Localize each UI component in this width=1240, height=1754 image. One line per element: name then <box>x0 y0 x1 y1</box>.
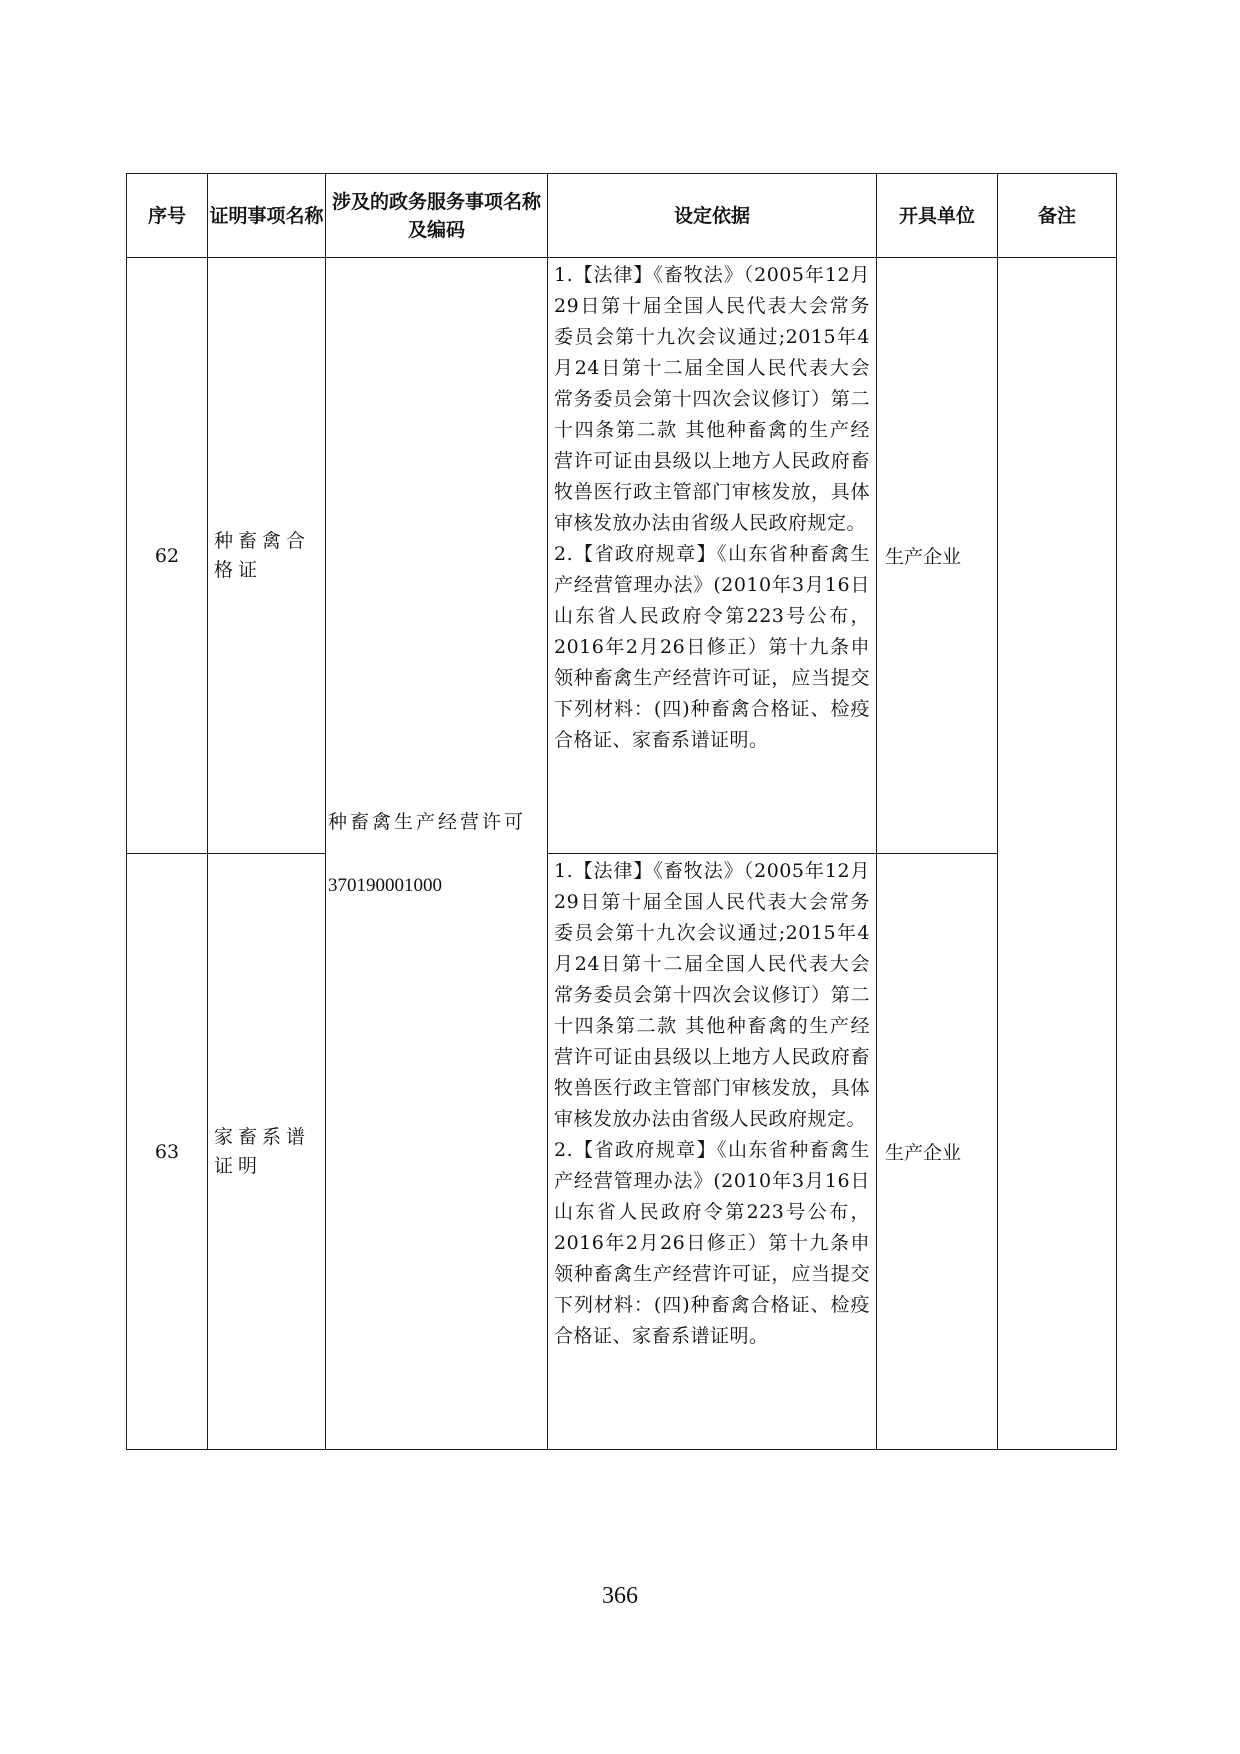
header-seq: 序号 <box>127 174 208 258</box>
basis-regulation-paragraph: 2.【省政府规章】《山东省种畜禽生产经营管理办法》(2010年3月16日山东省人民政府令第223号公布，2016年2月26日修正）第十九条申领种畜禽生产经营许可证，应当提交下列材料：(四)种畜禽合格证、检疫合格证、家畜系谱证明。 <box>554 1139 870 1347</box>
basis-regulation-paragraph: 2.【省政府规章】《山东省种畜禽生产经营管理办法》(2010年3月16日山东省人民政府令第223号公布，2016年2月26日修正）第十九条申领种畜禽生产经营许可证，应当提交下列材料：(四)种畜禽合格证、检疫合格证、家畜系谱证明。 <box>554 543 870 751</box>
basis-cell <box>548 854 877 1450</box>
service-cell <box>326 258 548 1450</box>
header-cert-name: 证明事项名称 <box>208 174 326 258</box>
table-row <box>127 258 1117 854</box>
table-body <box>127 258 1117 1450</box>
header-row <box>127 174 1117 258</box>
basis-law-paragraph: 1.【法律】《畜牧法》（2005年12月29日第十届全国人民代表大会常务委员会第十九次会议通过;2015年4月24日第十二届全国人民代表大会常务委员会第十四次会议修订）第二十四条第二款 其他种畜禽的生产经营许可证由县级以上地方人民政府畜牧兽医行政主管部门审核发放，具体审核发放办法由省级人民政府规定。 <box>554 860 870 1130</box>
service-name: 种畜禽生产经营许可 <box>328 810 527 833</box>
cert-name-cell: 家畜系谱证明 <box>208 854 326 1450</box>
table-header <box>127 174 1117 258</box>
remark-cell <box>998 258 1117 1450</box>
issuer-cell: 生产企业 <box>877 258 998 854</box>
cert-name-cell: 种畜禽合格证 <box>208 258 326 854</box>
header-issuer: 开具单位 <box>877 174 998 258</box>
header-basis: 设定依据 <box>548 174 877 258</box>
certification-table <box>126 173 1117 1450</box>
table-row <box>127 854 1117 1450</box>
issuer-cell: 生产企业 <box>877 854 998 1450</box>
basis-cell <box>548 258 877 854</box>
seq-cell: 62 <box>127 258 208 854</box>
service-code: 370190001000 <box>328 874 442 896</box>
basis-law-paragraph: 1.【法律】《畜牧法》（2005年12月29日第十届全国人民代表大会常务委员会第十九次会议通过;2015年4月24日第十二届全国人民代表大会常务委员会第十四次会议修订）第二十四条第二款 其他种畜禽的生产经营许可证由县级以上地方人民政府畜牧兽医行政主管部门审核发放，具体审核发放办法由省级人民政府规定。 <box>554 264 870 534</box>
header-service: 涉及的政务服务事项名称及编码 <box>326 174 548 258</box>
header-remark: 备注 <box>998 174 1117 258</box>
seq-cell: 63 <box>127 854 208 1450</box>
page-number: 366 <box>602 1583 638 1609</box>
